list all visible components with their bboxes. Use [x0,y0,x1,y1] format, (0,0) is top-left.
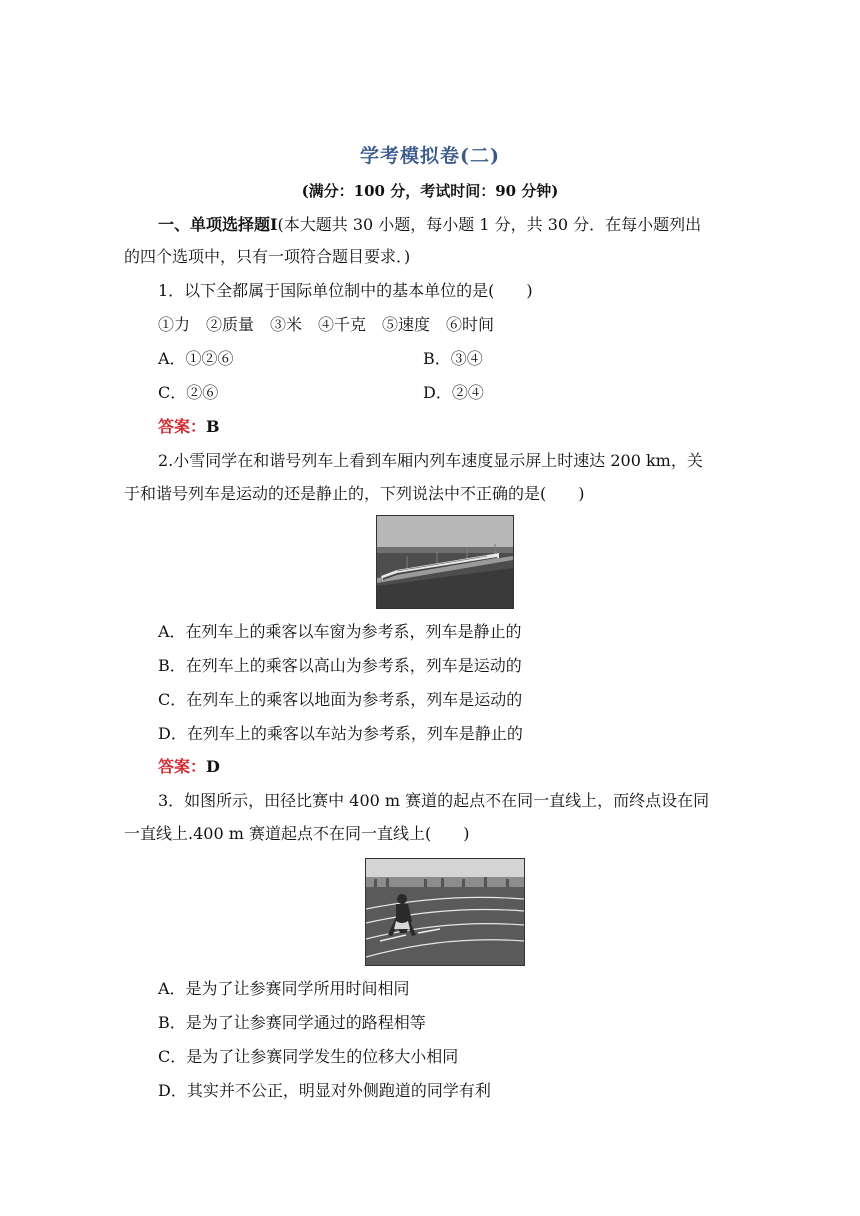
q1-option-d: D．②④ [423,383,484,402]
q3-option-b: B．是为了让参赛同学通过的路程相等 [158,1013,426,1032]
q2-answer-value: D [206,757,220,776]
q2-option-a: A．在列车上的乘客以车窗为参考系，列车是静止的 [158,622,522,641]
q2-answer-label: 答案： [158,757,207,776]
q1-stem: 1．以下全都属于国际单位制中的基本单位的是( ) [158,281,533,300]
section-intro-rest: (本大题共 30 小题，每小题 1 分，共 30 分．在每小题列出 [277,215,702,234]
q3-option-a: A．是为了让参赛同学所用时间相同 [158,979,410,998]
q3-option-d: D．其实并不公正，明显对外侧跑道的同学有利 [158,1081,491,1100]
q1-option-a: A．①②⑥ [158,349,234,368]
train-illustration [377,516,513,608]
q3-stem-line1: 3．如图所示，田径比赛中 400 m 赛道的起点不在同一直线上，而终点设在同 [158,791,710,810]
q2-stem-line2: 于和谐号列车是运动的还是静止的，下列说法中不正确的是( ) [124,484,585,503]
q2-stem-line1: 2.小雪同学在和谐号列车上看到车厢内列车速度显示屏上时速达 200 km，关 [158,451,703,470]
section-intro-line1 [158,214,701,236]
q1-answer-value: B [206,417,220,436]
q1-option-c: C．②⑥ [158,383,219,402]
q2-option-d: D．在列车上的乘客以车站为参考系，列车是静止的 [158,724,523,743]
q1-answer-label: 答案： [158,417,207,436]
q3-option-c: C．是为了让参赛同学发生的位移大小相同 [158,1047,459,1066]
track-photo [365,858,525,966]
section-heading: 一、单项选择题Ⅰ [158,215,278,234]
q2-option-b: B．在列车上的乘客以高山为参考系，列车是运动的 [158,656,522,675]
q1-items: ①力 ②质量 ③米 ④千克 ⑤速度 ⑥时间 [158,315,495,334]
page-title: 学考模拟卷(二) [360,145,500,167]
exam-info: (满分：100 分，考试时间：90 分钟) [301,182,559,200]
q2-answer [158,756,220,778]
section-intro-line2: 的四个选项中，只有一项符合题目要求．) [124,247,411,266]
q1-option-b: B．③④ [423,349,483,368]
track-illustration [366,859,524,965]
q3-stem-line2: 一直线上.400 m 赛道起点不在同一直线上( ) [124,824,470,843]
q1-answer [158,416,220,438]
train-photo [376,515,514,609]
q2-option-c: C．在列车上的乘客以地面为参考系，列车是运动的 [158,690,523,709]
